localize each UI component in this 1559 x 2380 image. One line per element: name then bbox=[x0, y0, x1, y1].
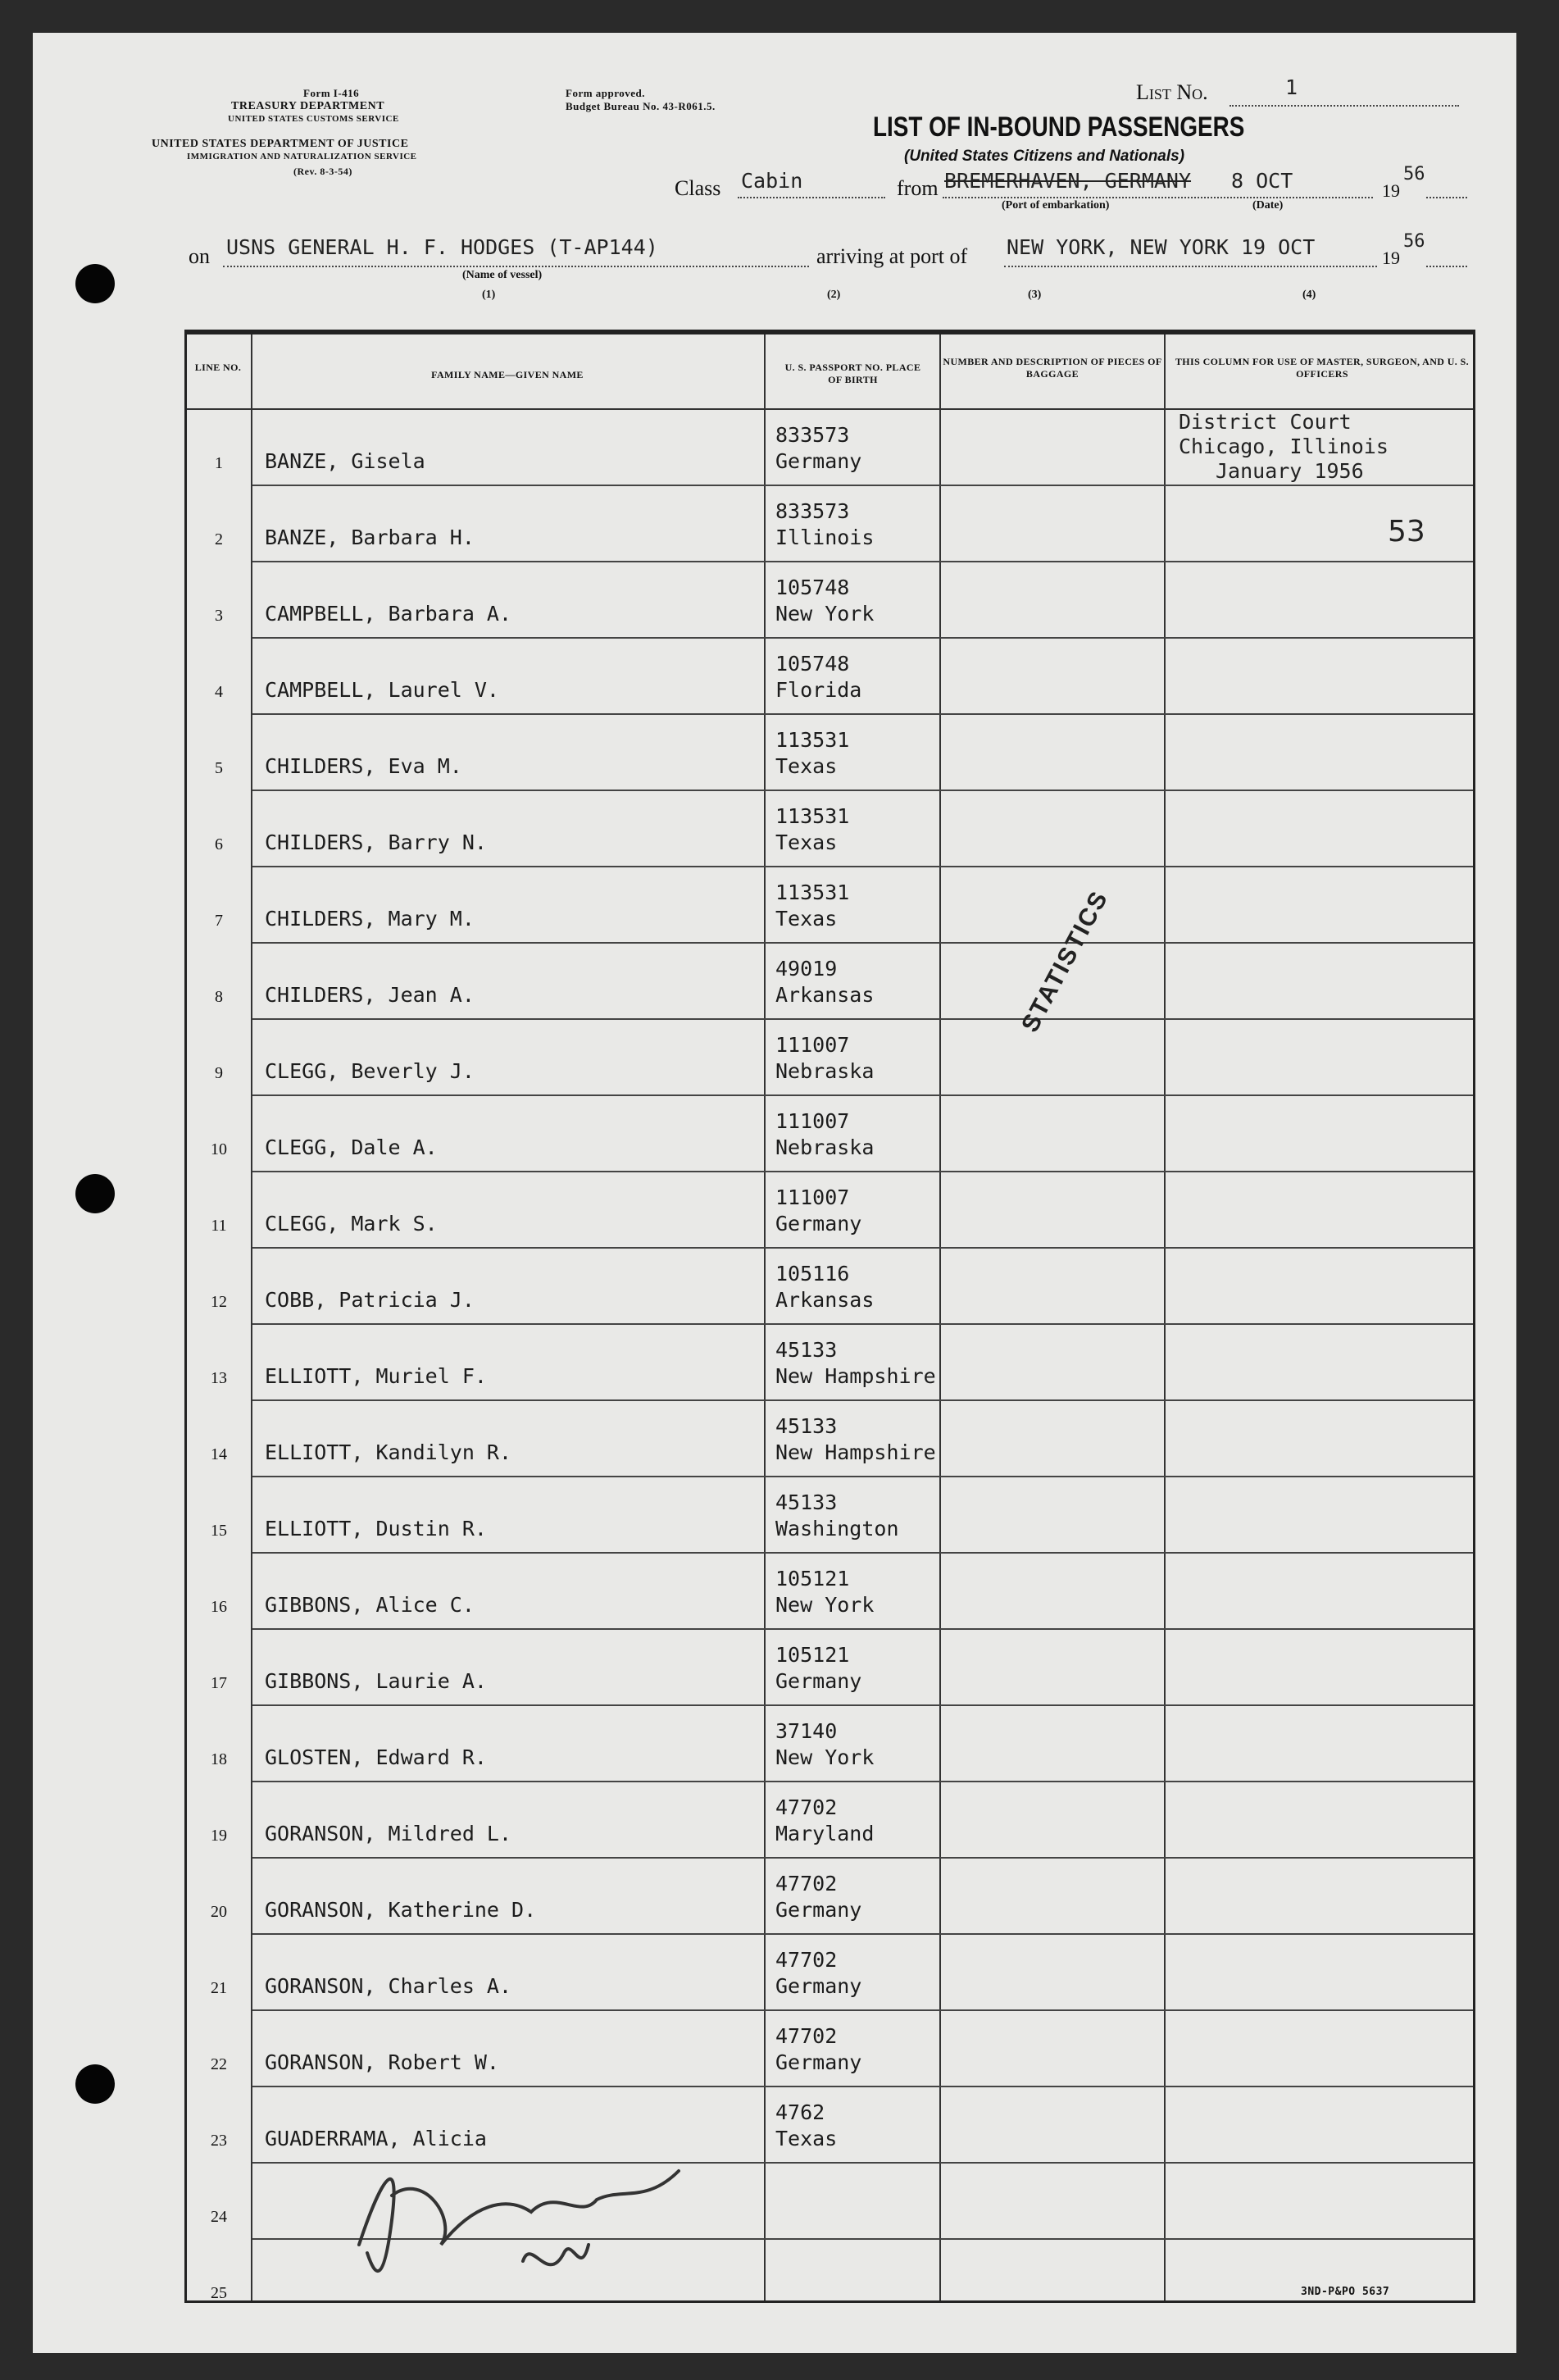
year-line-1 bbox=[1426, 197, 1467, 198]
line-number: 18 bbox=[211, 1750, 227, 1768]
passport-number: 111007 bbox=[775, 1185, 850, 1209]
passport-number: 833573 bbox=[775, 499, 850, 523]
signature-mark bbox=[334, 2122, 761, 2286]
budget-bureau: Budget Bureau No. 43-R061.5. bbox=[566, 100, 716, 112]
place-of-birth: Germany bbox=[775, 1898, 862, 1922]
row-divider bbox=[252, 1933, 1473, 1935]
row-divider bbox=[252, 637, 1473, 639]
binder-hole-top bbox=[75, 264, 115, 303]
passenger-name: GORANSON, Charles A. bbox=[265, 1974, 512, 1998]
arriving-label: arriving at port of bbox=[816, 244, 968, 268]
place-of-birth: Illinois bbox=[775, 526, 875, 549]
print-code: 3ND-P&PO 5637 bbox=[1301, 2286, 1390, 2298]
row-divider bbox=[252, 1018, 1473, 1020]
line-number: 7 bbox=[215, 912, 223, 930]
statistics-stamp: STATISTICS bbox=[1016, 885, 1114, 1037]
place-of-birth: Germany bbox=[775, 1212, 862, 1236]
passport-number: 113531 bbox=[775, 728, 850, 752]
row-divider bbox=[252, 2009, 1473, 2011]
row-divider bbox=[252, 1247, 1473, 1249]
line-number: 10 bbox=[211, 1140, 227, 1158]
line-number: 20 bbox=[211, 1903, 227, 1921]
passport-number: 47702 bbox=[775, 2024, 838, 2048]
passenger-manifest-page bbox=[33, 33, 1516, 2353]
passenger-name: CHILDERS, Mary M. bbox=[265, 907, 475, 931]
line-number: 22 bbox=[211, 2055, 227, 2073]
line-number: 19 bbox=[211, 1827, 227, 1845]
line-number: 25 bbox=[211, 2284, 227, 2302]
row-divider bbox=[252, 1323, 1473, 1325]
passport-number: 113531 bbox=[775, 881, 850, 904]
line-number: 5 bbox=[215, 759, 223, 777]
officer-note-line1: District Court bbox=[1179, 410, 1352, 434]
passenger-name: GUADERRAMA, Alicia bbox=[265, 2127, 487, 2150]
divider-name bbox=[764, 334, 766, 2300]
passport-number: 47702 bbox=[775, 1872, 838, 1895]
passport-number: 105121 bbox=[775, 1567, 850, 1590]
page-subtitle: (United States Citizens and Nationals) bbox=[904, 148, 1185, 165]
place-of-birth: Washington bbox=[775, 1517, 899, 1540]
treasury-department: TREASURY DEPARTMENT bbox=[231, 100, 385, 112]
line-number: 12 bbox=[211, 1293, 227, 1311]
vessel-caption: (Name of vessel) bbox=[462, 269, 543, 281]
passenger-table bbox=[184, 332, 1475, 2303]
passport-number: 105748 bbox=[775, 576, 850, 599]
row-divider bbox=[252, 1171, 1473, 1172]
place-of-birth: Nebraska bbox=[775, 1135, 875, 1159]
line-number: 13 bbox=[211, 1369, 227, 1387]
place-of-birth: Germany bbox=[775, 449, 862, 473]
place-of-birth: Texas bbox=[775, 2127, 838, 2150]
header-family-name: FAMILY NAME—GIVEN NAME bbox=[431, 369, 584, 380]
row-divider bbox=[252, 790, 1473, 791]
line-number: 4 bbox=[215, 683, 223, 701]
place-of-birth: Texas bbox=[775, 830, 838, 854]
list-number: 1 bbox=[1285, 75, 1298, 99]
port-of-embarkation: BREMERHAVEN, GERMANY bbox=[944, 169, 1192, 193]
place-of-birth: Arkansas bbox=[775, 983, 875, 1007]
passenger-name: BANZE, Barbara H. bbox=[265, 526, 475, 549]
line-number: 1 bbox=[215, 454, 223, 472]
column-number-2: (2) bbox=[827, 289, 841, 301]
line-number: 3 bbox=[215, 607, 223, 625]
embarkation-caption: (Port of embarkation) bbox=[1002, 199, 1110, 212]
place-of-birth: Germany bbox=[775, 1974, 862, 1998]
customs-service: UNITED STATES CUSTOMS SERVICE bbox=[228, 114, 399, 124]
form-number: Form I-416 bbox=[303, 87, 360, 99]
line-number: 2 bbox=[215, 530, 223, 548]
passenger-name: GORANSON, Mildred L. bbox=[265, 1822, 512, 1845]
passenger-name: CHILDERS, Barry N. bbox=[265, 830, 487, 854]
vessel-name: USNS GENERAL H. F. HODGES (T-AP144) bbox=[226, 235, 658, 259]
immigration-service: IMMIGRATION AND NATURALIZATION SERVICE bbox=[187, 152, 417, 162]
divider-line-no bbox=[251, 334, 252, 2300]
column-number-1: (1) bbox=[482, 289, 496, 301]
passenger-name: CLEGG, Dale A. bbox=[265, 1135, 438, 1159]
row-divider bbox=[252, 561, 1473, 562]
passenger-name: BANZE, Gisela bbox=[265, 449, 425, 473]
column-number-3: (3) bbox=[1028, 289, 1042, 301]
row-divider bbox=[252, 866, 1473, 867]
line-number: 23 bbox=[211, 2132, 227, 2150]
passenger-name: GLOSTEN, Edward R. bbox=[265, 1745, 487, 1769]
passenger-name: GIBBONS, Alice C. bbox=[265, 1593, 475, 1617]
divider-baggage bbox=[1164, 334, 1166, 2300]
passenger-name: CHILDERS, Eva M. bbox=[265, 754, 462, 778]
place-of-birth: Arkansas bbox=[775, 1288, 875, 1312]
arrival-port: NEW YORK, NEW YORK 19 OCT bbox=[1007, 235, 1316, 259]
binder-hole-middle bbox=[75, 1174, 115, 1213]
line-number: 24 bbox=[211, 2208, 227, 2226]
from-label: from bbox=[897, 176, 939, 200]
passenger-name: CAMPBELL, Laurel V. bbox=[265, 678, 499, 702]
passport-number: 45133 bbox=[775, 1414, 838, 1438]
header-officers: THIS COLUMN FOR USE OF MASTER, SURGEON, AND U. S. OFFICERS bbox=[1175, 356, 1470, 380]
list-number-label: List No. bbox=[1136, 80, 1208, 104]
year-prefix-2: 19 bbox=[1382, 248, 1400, 268]
class-label: Class bbox=[675, 176, 721, 200]
passenger-name: ELLIOTT, Kandilyn R. bbox=[265, 1440, 512, 1464]
year-line-2 bbox=[1426, 266, 1467, 267]
passport-number: 47702 bbox=[775, 1948, 838, 1972]
column-number-4: (4) bbox=[1302, 289, 1316, 301]
line-number: 15 bbox=[211, 1522, 227, 1540]
passenger-name: CLEGG, Beverly J. bbox=[265, 1059, 475, 1083]
row-divider bbox=[252, 1399, 1473, 1401]
passenger-name: GORANSON, Robert W. bbox=[265, 2050, 499, 2074]
binder-hole-bottom bbox=[75, 2064, 115, 2104]
place-of-birth: New Hampshire bbox=[775, 1440, 936, 1464]
passport-number: 111007 bbox=[775, 1033, 850, 1057]
line-number: 14 bbox=[211, 1445, 227, 1463]
passport-number: 833573 bbox=[775, 423, 850, 447]
year-2: 56 bbox=[1403, 231, 1425, 252]
line-number: 8 bbox=[215, 988, 223, 1006]
row-divider bbox=[252, 1476, 1473, 1477]
passport-number: 4762 bbox=[775, 2100, 825, 2124]
passenger-name: ELLIOTT, Muriel F. bbox=[265, 1364, 487, 1388]
department-of-justice: UNITED STATES DEPARTMENT OF JUSTICE bbox=[152, 138, 409, 150]
header-baggage: NUMBER AND DESCRIPTION OF PIECES OF BAGGAGE bbox=[943, 356, 1162, 380]
line-number: 16 bbox=[211, 1598, 227, 1616]
passenger-name: ELLIOTT, Dustin R. bbox=[265, 1517, 487, 1540]
line-number: 6 bbox=[215, 835, 223, 853]
officer-note-line3: January 1956 bbox=[1216, 459, 1364, 483]
line-number: 21 bbox=[211, 1979, 227, 1997]
place-of-birth: Nebraska bbox=[775, 1059, 875, 1083]
place-of-birth: New Hampshire bbox=[775, 1364, 936, 1388]
row-divider bbox=[252, 942, 1473, 944]
vessel-line bbox=[223, 266, 809, 267]
year-1: 56 bbox=[1403, 164, 1425, 184]
on-label: on bbox=[189, 244, 210, 268]
year-prefix-1: 19 bbox=[1382, 180, 1400, 201]
passenger-name: GIBBONS, Laurie A. bbox=[265, 1669, 487, 1693]
place-of-birth: Germany bbox=[775, 2050, 862, 2074]
list-number-line bbox=[1229, 105, 1459, 107]
line-number: 9 bbox=[215, 1064, 223, 1082]
embarkation-date: 8 OCT bbox=[1231, 169, 1293, 193]
row-divider bbox=[252, 2086, 1473, 2087]
passport-number: 45133 bbox=[775, 1338, 838, 1362]
place-of-birth: New York bbox=[775, 602, 875, 626]
form-approved: Form approved. bbox=[566, 87, 646, 99]
row-divider bbox=[252, 1781, 1473, 1782]
passenger-name: CLEGG, Mark S. bbox=[265, 1212, 438, 1236]
passenger-name: GORANSON, Katherine D. bbox=[265, 1898, 537, 1922]
row-divider bbox=[252, 713, 1473, 715]
passenger-name: CAMPBELL, Barbara A. bbox=[265, 602, 512, 626]
divider-passport bbox=[939, 334, 941, 2300]
page-title: LIST OF IN-BOUND PASSENGERS bbox=[873, 111, 1245, 143]
passenger-name: COBB, Patricia J. bbox=[265, 1288, 475, 1312]
form-revision: (Rev. 8-3-54) bbox=[293, 166, 352, 177]
passport-number: 47702 bbox=[775, 1795, 838, 1819]
place-of-birth: Maryland bbox=[775, 1822, 875, 1845]
passenger-name: CHILDERS, Jean A. bbox=[265, 983, 475, 1007]
row-divider bbox=[252, 1094, 1473, 1096]
passport-number: 105121 bbox=[775, 1643, 850, 1667]
place-of-birth: Florida bbox=[775, 678, 862, 702]
row-divider bbox=[252, 1552, 1473, 1554]
date-caption: (Date) bbox=[1252, 199, 1284, 212]
class-line bbox=[738, 197, 885, 198]
header-passport: U. S. PASSPORT NO. PLACE OF BIRTH bbox=[784, 362, 921, 385]
passport-number: 105116 bbox=[775, 1262, 850, 1286]
row-divider bbox=[252, 1628, 1473, 1630]
passport-number: 105748 bbox=[775, 652, 850, 676]
passport-number: 113531 bbox=[775, 804, 850, 828]
place-of-birth: New York bbox=[775, 1745, 875, 1769]
embarkation-line bbox=[943, 197, 1373, 198]
passport-number: 49019 bbox=[775, 957, 838, 981]
row-divider bbox=[252, 1704, 1473, 1706]
place-of-birth: New York bbox=[775, 1593, 875, 1617]
class-value: Cabin bbox=[741, 169, 803, 193]
officer-note-count: 53 bbox=[1388, 515, 1425, 548]
line-number: 11 bbox=[211, 1217, 227, 1235]
header-line-no: LINE NO. bbox=[194, 362, 242, 373]
line-number: 17 bbox=[211, 1674, 227, 1692]
place-of-birth: Texas bbox=[775, 754, 838, 778]
officer-note-line2: Chicago, Illinois bbox=[1179, 435, 1389, 458]
passport-number: 37140 bbox=[775, 1719, 838, 1743]
arrival-line bbox=[1004, 266, 1377, 267]
passport-number: 45133 bbox=[775, 1490, 838, 1514]
place-of-birth: Germany bbox=[775, 1669, 862, 1693]
passport-number: 111007 bbox=[775, 1109, 850, 1133]
row-divider bbox=[252, 485, 1473, 486]
row-divider bbox=[252, 1857, 1473, 1859]
place-of-birth: Texas bbox=[775, 907, 838, 931]
